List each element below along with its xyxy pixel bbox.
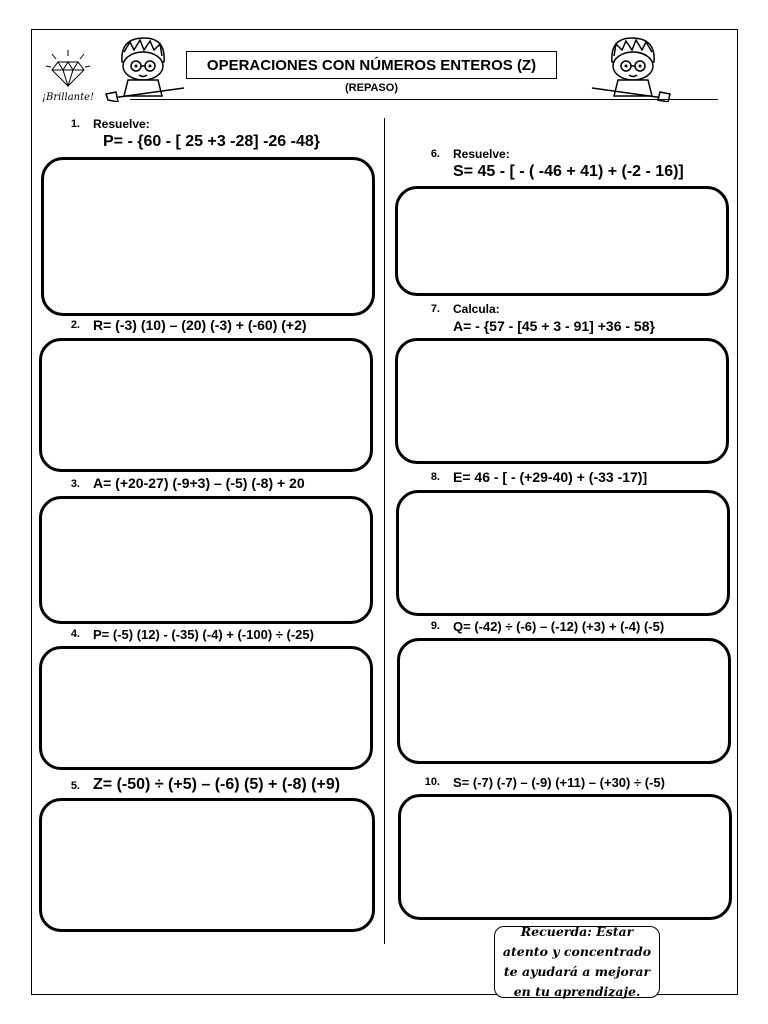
- cartoon-boy-icon: [590, 32, 672, 102]
- cartoon-boy-icon: [104, 32, 186, 102]
- exercise-label: Resuelve:: [93, 117, 150, 131]
- exercise-number: 6.: [430, 148, 440, 160]
- diamond-logo-icon: [42, 48, 94, 104]
- exercise-expression: A= - {57 - [45 + 3 - 91] +36 - 58}: [453, 318, 655, 334]
- exercise-number: 9.: [430, 620, 440, 632]
- answer-box[interactable]: [39, 496, 373, 624]
- answer-box[interactable]: [395, 338, 729, 464]
- exercise-number: 5.: [70, 780, 80, 792]
- exercise-expression: P= - {60 - [ 25 +3 -28] -26 -48}: [103, 133, 320, 150]
- answer-box[interactable]: [39, 338, 373, 472]
- exercise-expression: P= (-5) (12) - (-35) (-4) + (-100) ÷ (-25): [93, 627, 314, 642]
- reminder-note: Recuerda: Estar atento y concentrado te ayudará a mejorar en tu aprendizaje.: [494, 926, 660, 998]
- exercise-number: 4.: [70, 628, 80, 640]
- exercise-expression: Q= (-42) ÷ (-6) – (-12) (+3) + (-4) (-5): [453, 619, 665, 634]
- svg-text:¡Brillante!: ¡Brillante!: [42, 92, 94, 103]
- page-subtitle: (REPASO): [345, 82, 398, 94]
- exercise-label: Resuelve:: [453, 147, 510, 161]
- exercise-number: 10.: [424, 776, 440, 788]
- exercise-expression: Z= (-50) ÷ (+5) – (-6) (5) + (-8) (+9): [93, 776, 341, 793]
- exercise-number: 8.: [430, 471, 440, 483]
- answer-box[interactable]: [39, 798, 375, 932]
- exercise-number: 2.: [70, 319, 80, 331]
- exercise-expression: A= (+20-27) (-9+3) – (-5) (-8) + 20: [93, 475, 305, 491]
- exercise-expression: S= 45 - [ - ( -46 + 41) + (-2 - 16)]: [453, 163, 684, 180]
- answer-box[interactable]: [396, 490, 730, 616]
- exercise-label: Calcula:: [453, 302, 500, 316]
- exercise-number: 3.: [70, 478, 80, 490]
- answer-box[interactable]: [397, 638, 731, 764]
- exercise-number: 1.: [70, 118, 80, 130]
- exercise-expression: R= (-3) (10) – (20) (-3) + (-60) (+2): [93, 317, 307, 333]
- exercise-expression: E= 46 - [ - (+29-40) + (-33 -17)]: [453, 469, 648, 485]
- column-divider: [384, 118, 385, 944]
- header-divider: [130, 99, 718, 100]
- answer-box[interactable]: [39, 646, 373, 770]
- answer-box[interactable]: [395, 186, 729, 296]
- page-title: OPERACIONES CON NÚMEROS ENTEROS (Z): [186, 51, 557, 79]
- exercise-expression: S= (-7) (-7) – (-9) (+11) – (+30) ÷ (-5): [453, 775, 665, 790]
- answer-box[interactable]: [41, 157, 375, 316]
- answer-box[interactable]: [398, 794, 732, 920]
- exercise-number: 7.: [430, 303, 440, 315]
